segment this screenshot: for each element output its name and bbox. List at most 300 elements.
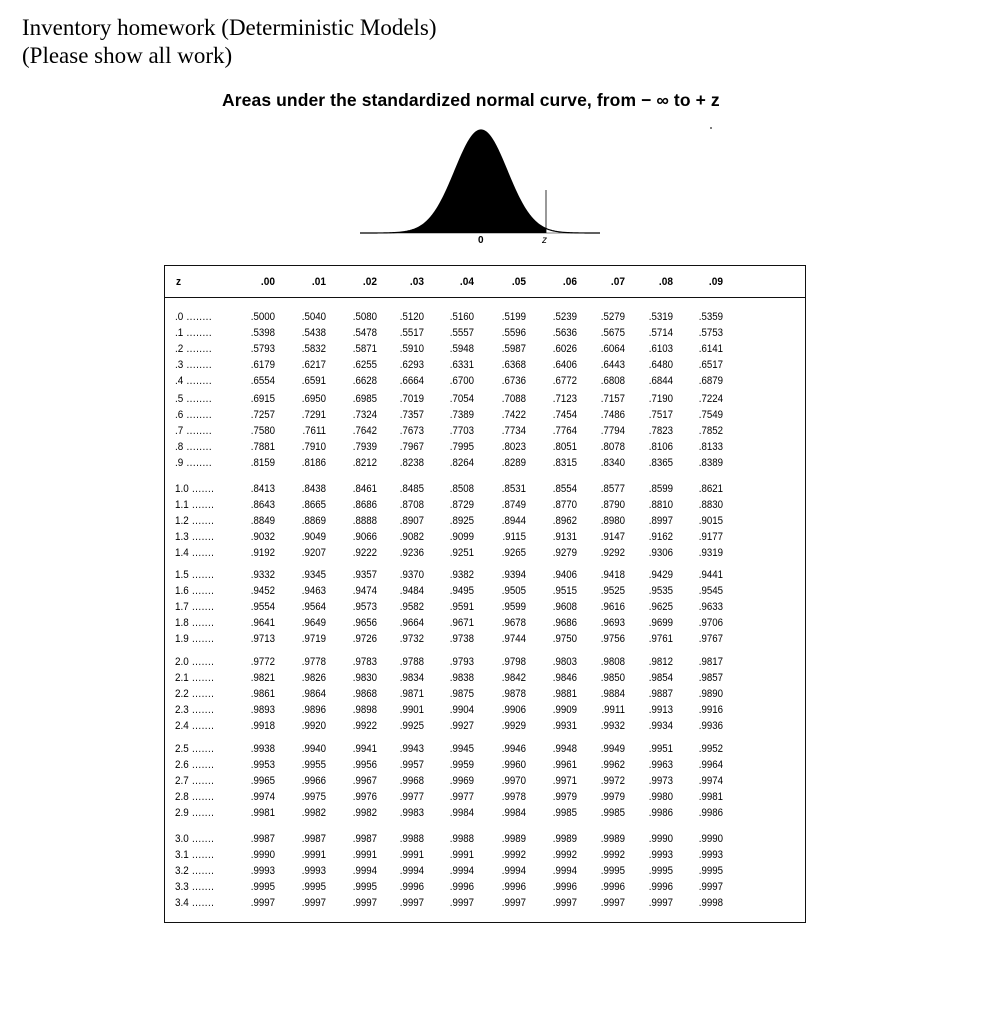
leader-dots: ....... bbox=[188, 833, 215, 845]
z-value: 2.1 bbox=[175, 672, 189, 685]
table-cell: .8665 bbox=[301, 499, 326, 512]
table-cell: .9961 bbox=[552, 759, 577, 772]
table-cell: .8264 bbox=[449, 457, 474, 470]
table-cell: .9945 bbox=[449, 743, 474, 755]
table-cell: .9664 bbox=[399, 617, 424, 630]
table-cell: .5080 bbox=[352, 311, 377, 323]
table-cell: .9985 bbox=[552, 807, 577, 820]
table-cell: .7580 bbox=[250, 425, 275, 438]
table-cell: .5279 bbox=[600, 311, 625, 323]
leader-dots: ........ bbox=[183, 375, 213, 388]
table-cell: .9881 bbox=[552, 688, 577, 701]
table-cell: .9761 bbox=[648, 633, 673, 646]
column-header: .08 bbox=[658, 276, 673, 288]
table-cell: .9332 bbox=[250, 569, 275, 581]
table-cell: .8531 bbox=[501, 483, 526, 495]
table-cell: .9941 bbox=[352, 743, 377, 755]
table-cell: .7995 bbox=[449, 441, 474, 454]
table-cell: .9394 bbox=[501, 569, 526, 581]
shaded-area bbox=[360, 130, 546, 233]
table-cell: .6331 bbox=[449, 359, 474, 372]
table-cell: .9649 bbox=[301, 617, 326, 630]
table-cell: .9830 bbox=[352, 672, 377, 685]
table-cell: .8810 bbox=[648, 499, 673, 512]
z-value: .5 bbox=[175, 393, 184, 405]
table-cell: .7454 bbox=[552, 409, 577, 422]
table-cell: .8907 bbox=[399, 515, 424, 528]
table-cell: .9968 bbox=[399, 775, 424, 788]
table-cell: .8599 bbox=[648, 483, 673, 495]
row-z-label bbox=[175, 311, 212, 323]
table-cell: .7517 bbox=[648, 409, 673, 422]
table-cell: .5871 bbox=[352, 343, 377, 356]
z-value: 2.6 bbox=[175, 759, 189, 772]
table-cell: .7019 bbox=[399, 393, 424, 405]
homework-title: Inventory homework (Deterministic Models) bbox=[22, 15, 437, 40]
leader-dots: ....... bbox=[188, 499, 215, 512]
table-cell: .9938 bbox=[250, 743, 275, 755]
table-cell: .9641 bbox=[250, 617, 275, 630]
row-z-label bbox=[175, 807, 214, 819]
table-cell: .9971 bbox=[552, 775, 577, 788]
z-value: .3 bbox=[175, 359, 184, 372]
table-cell: .9991 bbox=[301, 849, 326, 862]
row-z-label bbox=[175, 656, 214, 668]
row-z-label bbox=[175, 617, 214, 629]
column-header: .05 bbox=[511, 276, 526, 288]
z-value: 1.5 bbox=[175, 569, 189, 581]
table-cell: .9994 bbox=[352, 865, 377, 878]
table-cell: .9222 bbox=[352, 547, 377, 560]
header-corner-z: z bbox=[175, 276, 181, 288]
leader-dots: ....... bbox=[188, 704, 215, 717]
table-cell: .9699 bbox=[648, 617, 673, 630]
table-cell: .9793 bbox=[449, 656, 474, 668]
table-cell: .9750 bbox=[552, 633, 577, 646]
row-z-label bbox=[175, 359, 212, 371]
table-cell: .9099 bbox=[449, 531, 474, 544]
table-cell: .9382 bbox=[449, 569, 474, 581]
table-cell: .9147 bbox=[600, 531, 625, 544]
table-cell: .9887 bbox=[648, 688, 673, 701]
table-cell: .9962 bbox=[600, 759, 625, 772]
table-cell: .9957 bbox=[399, 759, 424, 772]
table-cell: .9251 bbox=[449, 547, 474, 560]
leader-dots: ....... bbox=[188, 759, 215, 772]
table-cell: .7157 bbox=[600, 393, 625, 405]
table-cell: .9974 bbox=[698, 775, 723, 788]
table-cell: .9564 bbox=[301, 601, 326, 614]
row-z-label bbox=[175, 441, 212, 453]
table-cell: .7549 bbox=[698, 409, 723, 422]
table-cell: .7823 bbox=[648, 425, 673, 438]
table-cell: .9772 bbox=[250, 656, 275, 668]
table-cell: .5040 bbox=[301, 311, 326, 323]
table-cell: .9996 bbox=[552, 881, 577, 894]
table-cell: .9929 bbox=[501, 720, 526, 733]
table-cell: .7734 bbox=[501, 425, 526, 438]
table-cell: .9995 bbox=[301, 881, 326, 894]
table-cell: .9788 bbox=[399, 656, 424, 668]
table-cell: .8849 bbox=[250, 515, 275, 528]
leader-dots: ....... bbox=[188, 531, 215, 544]
table-cell: .8461 bbox=[352, 483, 377, 495]
table-cell: .5478 bbox=[352, 327, 377, 340]
table-cell: .9726 bbox=[352, 633, 377, 646]
row-z-label bbox=[175, 720, 214, 732]
leader-dots: ........ bbox=[183, 409, 213, 422]
table-cell: .7054 bbox=[449, 393, 474, 405]
table-cell: .8729 bbox=[449, 499, 474, 512]
table-cell: .9591 bbox=[449, 601, 474, 614]
table-cell: .8106 bbox=[648, 441, 673, 454]
table-cell: .9913 bbox=[648, 704, 673, 717]
table-cell: .9525 bbox=[600, 585, 625, 598]
z-value: 1.7 bbox=[175, 601, 189, 614]
table-cell: .8212 bbox=[352, 457, 377, 470]
table-cell: .9976 bbox=[352, 791, 377, 804]
leader-dots: ....... bbox=[188, 897, 215, 910]
table-cell: .9177 bbox=[698, 531, 723, 544]
table-cell: .8554 bbox=[552, 483, 577, 495]
table-cell: .8869 bbox=[301, 515, 326, 528]
table-cell: .9032 bbox=[250, 531, 275, 544]
table-cell: .9265 bbox=[501, 547, 526, 560]
table-cell: .9713 bbox=[250, 633, 275, 646]
table-cell: .9978 bbox=[501, 791, 526, 804]
table-cell: .6406 bbox=[552, 359, 577, 372]
table-cell: .9992 bbox=[600, 849, 625, 862]
table-cell: .6103 bbox=[648, 343, 673, 356]
table-cell: .8315 bbox=[552, 457, 577, 470]
table-cell: .9965 bbox=[250, 775, 275, 788]
table-cell: .8186 bbox=[301, 457, 326, 470]
row-z-label bbox=[175, 633, 214, 645]
table-cell: .9987 bbox=[352, 833, 377, 845]
table-cell: .7764 bbox=[552, 425, 577, 438]
table-cell: .9931 bbox=[552, 720, 577, 733]
row-z-label bbox=[175, 897, 214, 909]
table-cell: .9988 bbox=[449, 833, 474, 845]
table-cell: .9992 bbox=[552, 849, 577, 862]
row-z-label bbox=[175, 881, 214, 893]
z-value: .8 bbox=[175, 441, 184, 454]
table-cell: .6591 bbox=[301, 375, 326, 388]
table-cell: .9868 bbox=[352, 688, 377, 701]
row-z-label bbox=[175, 375, 212, 387]
table-cell: .6026 bbox=[552, 343, 577, 356]
table-cell: .7224 bbox=[698, 393, 723, 405]
table-cell: .9990 bbox=[648, 833, 673, 845]
column-header: .07 bbox=[610, 276, 625, 288]
table-cell: .9474 bbox=[352, 585, 377, 598]
leader-dots: ........ bbox=[183, 343, 213, 356]
table-cell: .9995 bbox=[648, 865, 673, 878]
table-cell: .7123 bbox=[552, 393, 577, 405]
table-cell: .9817 bbox=[698, 656, 723, 668]
table-cell: .9192 bbox=[250, 547, 275, 560]
column-header: .00 bbox=[260, 276, 275, 288]
header-divider bbox=[165, 297, 805, 298]
table-cell: .5199 bbox=[501, 311, 526, 323]
table-cell: .7967 bbox=[399, 441, 424, 454]
speck-mark bbox=[710, 127, 712, 129]
table-cell: .9671 bbox=[449, 617, 474, 630]
table-cell: .9960 bbox=[501, 759, 526, 772]
z-value: 1.4 bbox=[175, 547, 189, 560]
table-cell: .8770 bbox=[552, 499, 577, 512]
table-cell: .9977 bbox=[399, 791, 424, 804]
table-cell: .6517 bbox=[698, 359, 723, 372]
table-cell: .9066 bbox=[352, 531, 377, 544]
table-cell: .9911 bbox=[601, 704, 625, 717]
table-cell: .9975 bbox=[301, 791, 326, 804]
table-cell: .5636 bbox=[552, 327, 577, 340]
row-z-label bbox=[175, 425, 212, 437]
table-title: Areas under the standardized normal curve, from − ∞ to + z bbox=[222, 90, 720, 110]
table-cell: .6255 bbox=[352, 359, 377, 372]
leader-dots: ........ bbox=[183, 393, 213, 405]
table-cell: .9850 bbox=[600, 672, 625, 685]
table-cell: .9878 bbox=[501, 688, 526, 701]
z-value: .0 bbox=[175, 311, 184, 323]
table-cell: .9834 bbox=[399, 672, 424, 685]
table-cell: .9989 bbox=[501, 833, 526, 845]
table-cell: .9515 bbox=[552, 585, 577, 598]
table-cell: .8238 bbox=[399, 457, 424, 470]
table-cell: .9656 bbox=[352, 617, 377, 630]
table-cell: .9890 bbox=[698, 688, 723, 701]
leader-dots: ....... bbox=[188, 601, 215, 614]
table-cell: .9984 bbox=[449, 807, 474, 820]
table-cell: .9545 bbox=[698, 585, 723, 598]
table-cell: .9952 bbox=[698, 743, 723, 755]
table-cell: .5675 bbox=[600, 327, 625, 340]
table-cell: .9927 bbox=[449, 720, 474, 733]
table-cell: .8485 bbox=[399, 483, 424, 495]
table-cell: .9995 bbox=[698, 865, 723, 878]
table-cell: .9306 bbox=[648, 547, 673, 560]
table-cell: .9861 bbox=[250, 688, 275, 701]
z-value: .9 bbox=[175, 457, 184, 470]
table-cell: .9949 bbox=[600, 743, 625, 755]
leader-dots: ........ bbox=[183, 425, 213, 438]
table-cell: .9997 bbox=[399, 897, 424, 910]
z-value: 2.5 bbox=[175, 743, 189, 755]
z-value: 1.8 bbox=[175, 617, 189, 630]
table-cell: .8925 bbox=[449, 515, 474, 528]
table-cell: .9982 bbox=[352, 807, 377, 820]
table-cell: .9997 bbox=[250, 897, 275, 910]
table-cell: .9484 bbox=[399, 585, 424, 598]
label-z: z bbox=[542, 235, 547, 246]
leader-dots: ........ bbox=[183, 457, 213, 470]
table-cell: .8944 bbox=[501, 515, 526, 528]
table-cell: .7291 bbox=[301, 409, 326, 422]
row-z-label bbox=[175, 393, 212, 405]
table-cell: .9821 bbox=[250, 672, 275, 685]
table-cell: .9966 bbox=[301, 775, 326, 788]
z-value: 1.2 bbox=[175, 515, 189, 528]
z-value: .1 bbox=[175, 327, 184, 340]
table-cell: .9884 bbox=[600, 688, 625, 701]
table-cell: .9940 bbox=[301, 743, 326, 755]
table-cell: .9162 bbox=[648, 531, 673, 544]
table-cell: .9906 bbox=[501, 704, 526, 717]
table-cell: .5793 bbox=[250, 343, 275, 356]
table-cell: .5239 bbox=[552, 311, 577, 323]
table-cell: .6141 bbox=[698, 343, 723, 356]
table-cell: .5714 bbox=[648, 327, 673, 340]
table-cell: .9997 bbox=[648, 897, 673, 910]
table-cell: .9995 bbox=[250, 881, 275, 894]
table-cell: .9936 bbox=[698, 720, 723, 733]
table-cell: .9980 bbox=[648, 791, 673, 804]
table-cell: .5832 bbox=[301, 343, 326, 356]
table-cell: .9904 bbox=[449, 704, 474, 717]
z-value: 2.7 bbox=[175, 775, 189, 788]
table-cell: .6664 bbox=[399, 375, 424, 388]
leader-dots: ........ bbox=[183, 311, 213, 323]
z-value: 3.0 bbox=[175, 833, 189, 845]
table-cell: .9997 bbox=[352, 897, 377, 910]
table-cell: .6772 bbox=[552, 375, 577, 388]
table-cell: .9429 bbox=[648, 569, 673, 581]
table-cell: .8340 bbox=[600, 457, 625, 470]
z-value: 2.0 bbox=[175, 656, 189, 668]
table-cell: .7611 bbox=[302, 425, 326, 438]
table-cell: .9959 bbox=[449, 759, 474, 772]
z-value: 1.0 bbox=[175, 483, 189, 495]
table-cell: .5359 bbox=[698, 311, 723, 323]
row-z-label bbox=[175, 531, 214, 543]
table-cell: .8078 bbox=[600, 441, 625, 454]
table-cell: .9783 bbox=[352, 656, 377, 668]
column-header: .09 bbox=[708, 276, 723, 288]
table-cell: .5987 bbox=[501, 343, 526, 356]
table-cell: .5000 bbox=[250, 311, 275, 323]
table-cell: .9015 bbox=[698, 515, 723, 528]
table-cell: .9994 bbox=[501, 865, 526, 878]
table-cell: .6179 bbox=[250, 359, 275, 372]
table-cell: .9131 bbox=[552, 531, 577, 544]
leader-dots: ....... bbox=[188, 865, 215, 878]
leader-dots: ........ bbox=[183, 441, 213, 454]
table-cell: .8830 bbox=[698, 499, 723, 512]
homework-instruction: (Please show all work) bbox=[22, 43, 233, 68]
table-cell: .9969 bbox=[449, 775, 474, 788]
leader-dots: ....... bbox=[188, 791, 215, 804]
table-cell: .9505 bbox=[501, 585, 526, 598]
column-header: .06 bbox=[562, 276, 577, 288]
table-cell: .5398 bbox=[250, 327, 275, 340]
leader-dots: ....... bbox=[188, 672, 215, 685]
table-cell: .9979 bbox=[600, 791, 625, 804]
table-cell: .6985 bbox=[352, 393, 377, 405]
table-cell: .9495 bbox=[449, 585, 474, 598]
table-cell: .9953 bbox=[250, 759, 275, 772]
table-cell: .7422 bbox=[501, 409, 526, 422]
table-cell: .9974 bbox=[250, 791, 275, 804]
table-cell: .9875 bbox=[449, 688, 474, 701]
leader-dots: ....... bbox=[188, 515, 215, 528]
table-cell: .9992 bbox=[501, 849, 526, 862]
table-cell: .9898 bbox=[352, 704, 377, 717]
table-cell: .6628 bbox=[352, 375, 377, 388]
z-value: 3.2 bbox=[175, 865, 189, 878]
table-cell: .9406 bbox=[552, 569, 577, 581]
table-cell: .5910 bbox=[399, 343, 424, 356]
z-value: 3.3 bbox=[175, 881, 189, 894]
row-z-label bbox=[175, 833, 214, 845]
table-cell: .9955 bbox=[301, 759, 326, 772]
table-cell: .5438 bbox=[301, 327, 326, 340]
table-cell: .9990 bbox=[250, 849, 275, 862]
leader-dots: ....... bbox=[188, 743, 215, 755]
table-cell: .7673 bbox=[399, 425, 424, 438]
table-cell: .9857 bbox=[698, 672, 723, 685]
normal-table bbox=[164, 265, 806, 923]
table-cell: .8997 bbox=[648, 515, 673, 528]
table-cell: .9582 bbox=[399, 601, 424, 614]
table-cell: .9842 bbox=[501, 672, 526, 685]
table-cell: .9967 bbox=[352, 775, 377, 788]
table-cell: .9934 bbox=[648, 720, 673, 733]
table-cell: .9049 bbox=[301, 531, 326, 544]
table-cell: .7852 bbox=[698, 425, 723, 438]
table-cell: .9998 bbox=[698, 897, 723, 910]
row-z-label bbox=[175, 547, 214, 559]
table-cell: .9925 bbox=[399, 720, 424, 733]
table-cell: .7257 bbox=[250, 409, 275, 422]
table-cell: .9616 bbox=[600, 601, 625, 614]
table-cell: .9920 bbox=[301, 720, 326, 733]
table-cell: .9977 bbox=[449, 791, 474, 804]
column-header: .01 bbox=[311, 276, 326, 288]
row-z-label bbox=[175, 688, 214, 700]
table-cell: .8289 bbox=[501, 457, 526, 470]
table-cell: .9989 bbox=[600, 833, 625, 845]
table-cell: .9573 bbox=[352, 601, 377, 614]
table-cell: .9744 bbox=[501, 633, 526, 646]
table-cell: .9345 bbox=[301, 569, 326, 581]
leader-dots: ....... bbox=[188, 569, 215, 581]
table-cell: .8051 bbox=[552, 441, 577, 454]
leader-dots: ....... bbox=[188, 807, 215, 820]
table-cell: .9981 bbox=[698, 791, 723, 804]
z-value: 3.1 bbox=[175, 849, 189, 862]
table-cell: .9441 bbox=[698, 569, 723, 581]
table-cell: .5160 bbox=[449, 311, 474, 323]
table-cell: .8980 bbox=[600, 515, 625, 528]
table-cell: .8133 bbox=[698, 441, 723, 454]
table-cell: .9996 bbox=[501, 881, 526, 894]
table-cell: .9997 bbox=[301, 897, 326, 910]
table-cell: .7357 bbox=[399, 409, 424, 422]
z-value: 2.3 bbox=[175, 704, 189, 717]
z-value: 2.4 bbox=[175, 720, 189, 733]
table-cell: .6808 bbox=[600, 375, 625, 388]
table-cell: .6736 bbox=[501, 375, 526, 388]
table-cell: .6844 bbox=[648, 375, 673, 388]
row-z-label bbox=[175, 865, 214, 877]
table-cell: .6064 bbox=[600, 343, 625, 356]
table-cell: .9986 bbox=[648, 807, 673, 820]
leader-dots: ....... bbox=[188, 881, 215, 894]
leader-dots: ....... bbox=[188, 775, 215, 788]
table-cell: .9535 bbox=[648, 585, 673, 598]
table-cell: .9625 bbox=[648, 601, 673, 614]
